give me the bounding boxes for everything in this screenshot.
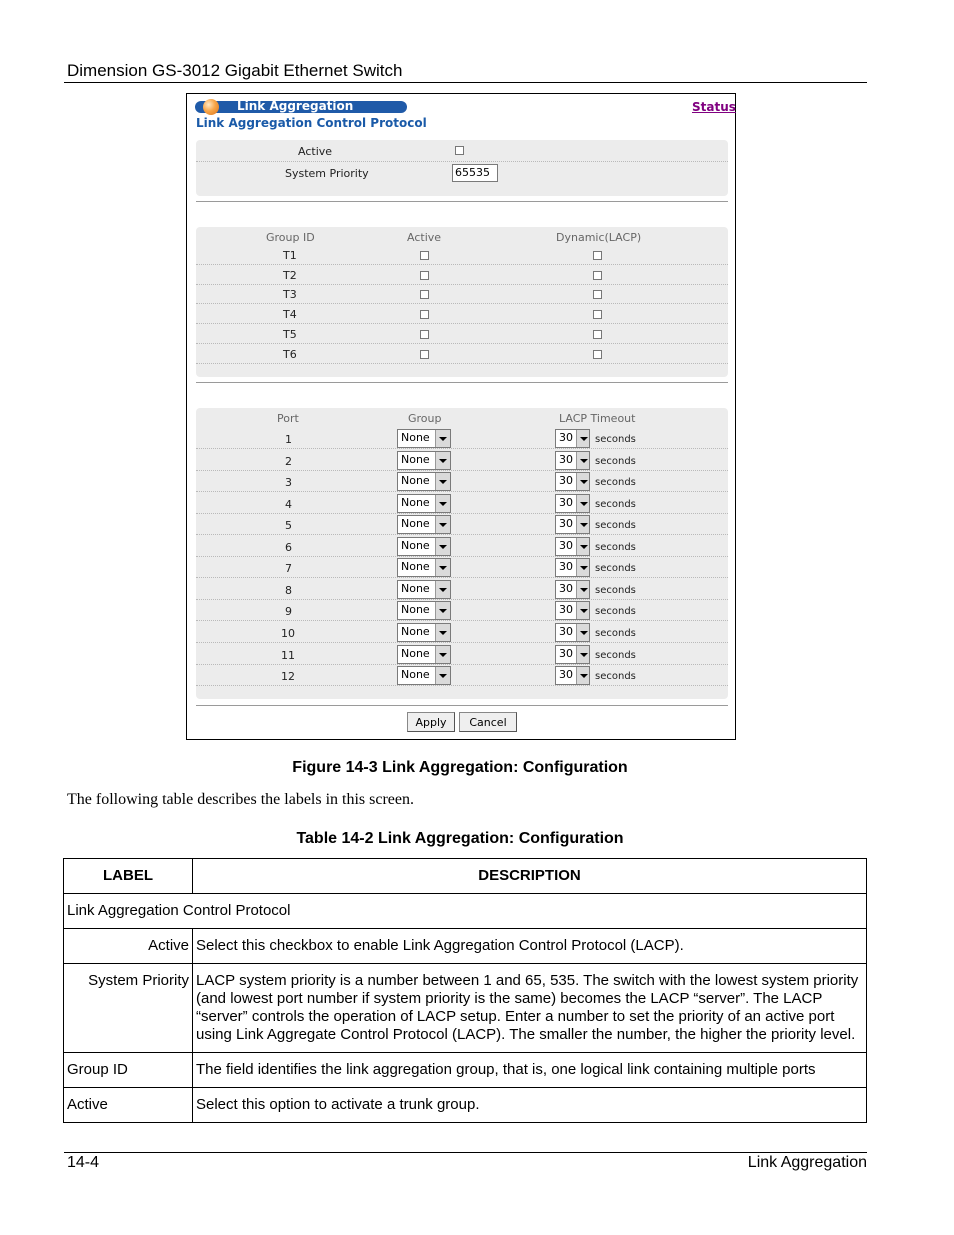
timeout-select-value: 30 — [559, 538, 573, 552]
group-id-cell: T4 — [283, 308, 297, 322]
group-header: Group — [408, 412, 442, 425]
port-number: 12 — [281, 670, 295, 684]
timeout-select-value: 30 — [559, 517, 573, 531]
port-row — [196, 535, 728, 557]
timeout-select[interactable] — [555, 537, 590, 556]
group-id-header: Group ID — [266, 231, 315, 244]
timeout-select[interactable] — [555, 623, 590, 642]
seconds-label: seconds — [595, 649, 636, 661]
dropdown-arrow-icon — [435, 473, 450, 490]
port-number: 5 — [285, 519, 292, 533]
system-priority-input[interactable]: 65535 — [452, 164, 498, 182]
separator — [196, 201, 728, 202]
group-select[interactable] — [397, 451, 451, 470]
seconds-label: seconds — [595, 584, 636, 596]
group-active-checkbox[interactable] — [420, 350, 429, 359]
description-table — [63, 858, 867, 1123]
port-number: 8 — [285, 583, 292, 597]
group-row — [196, 304, 728, 324]
port-number: 7 — [285, 562, 292, 576]
seconds-label: seconds — [595, 671, 636, 683]
row-description: Select this checkbox to enable Link Aggregation Control Protocol (LACP). — [193, 929, 867, 964]
dropdown-arrow-icon — [435, 516, 450, 533]
status-link[interactable]: Status — [692, 100, 736, 114]
timeout-select-value: 30 — [559, 495, 573, 509]
timeout-select[interactable] — [555, 580, 590, 599]
group-select-value: None — [401, 646, 430, 660]
seconds-label: seconds — [595, 520, 636, 532]
group-row — [196, 245, 728, 265]
table-caption: Table 14-2 Link Aggregation: Configuration — [296, 830, 624, 847]
dropdown-arrow-icon — [576, 516, 589, 533]
dropdown-arrow-icon — [576, 430, 589, 447]
group-select[interactable] — [397, 623, 451, 642]
config-screenshot — [186, 93, 736, 740]
group-active-header: Active — [407, 231, 442, 244]
dropdown-arrow-icon — [435, 430, 450, 447]
group-select-value: None — [401, 431, 430, 444]
port-row — [196, 643, 728, 665]
port-row — [196, 578, 728, 600]
group-row — [196, 324, 728, 344]
row-description: LACP system priority is a number between 1 and 65, 535. The switch with the lowest system priority (and lowest port number if system priority is the same) becomes the LACP “server”. The LACP “server” controls the operation of LACP setup. Enter a number to set the priority of an active port using Link Aggregate Control Protocol (LACP). The smaller the number, the higher the priority level. — [193, 964, 867, 1053]
section-row: Link Aggregation Control Protocol — [64, 894, 867, 929]
group-active-checkbox[interactable] — [420, 251, 429, 260]
seconds-label: seconds — [595, 498, 636, 510]
page-header: Dimension GS-3012 Gigabit Ethernet Switch — [67, 61, 403, 80]
port-row — [196, 427, 728, 449]
timeout-select[interactable] — [555, 451, 590, 470]
port-number: 3 — [285, 476, 292, 490]
port-row — [196, 513, 728, 535]
group-select[interactable] — [397, 429, 451, 448]
port-number: 2 — [285, 454, 292, 468]
timeout-select[interactable] — [555, 645, 590, 664]
cancel-button[interactable]: Cancel — [459, 712, 517, 732]
separator — [196, 705, 728, 706]
group-select-value: None — [401, 624, 430, 638]
timeout-select[interactable] — [555, 472, 590, 491]
port-number: 4 — [285, 497, 292, 511]
row-label: System Priority — [64, 964, 193, 1053]
row-label: Active — [64, 1088, 193, 1123]
group-select[interactable] — [397, 472, 451, 491]
dynamic-lacp-checkbox[interactable] — [593, 330, 602, 339]
dropdown-arrow-icon — [435, 667, 450, 684]
row-description: The field identifies the link aggregation group, that is, one logical link containing multiple ports — [193, 1053, 867, 1088]
timeout-select-value: 30 — [559, 646, 573, 660]
intro-text: The following table describes the labels in this screen. — [67, 791, 415, 808]
group-row — [196, 284, 728, 304]
group-select-value: None — [401, 581, 430, 595]
label-header: LABEL — [64, 859, 193, 894]
timeout-select-value: 30 — [559, 581, 573, 595]
chapter-name: Link Aggregation — [747, 1154, 867, 1171]
lacp-timeout-header: LACP Timeout — [559, 412, 636, 425]
dynamic-lacp-checkbox[interactable] — [593, 271, 602, 280]
figure-caption: Figure 14-3 Link Aggregation: Configuration — [292, 759, 628, 776]
timeout-select[interactable] — [555, 666, 590, 685]
timeout-select-value: 30 — [559, 668, 573, 682]
dropdown-arrow-icon — [576, 473, 589, 490]
dropdown-arrow-icon — [435, 602, 450, 619]
group-id-cell: T2 — [283, 268, 297, 282]
row-label: Group ID — [64, 1053, 193, 1088]
timeout-select-value: 30 — [559, 560, 573, 574]
tab-title: Link Aggregation — [237, 99, 354, 113]
group-select[interactable] — [397, 580, 451, 599]
dropdown-arrow-icon — [435, 581, 450, 598]
description-header: DESCRIPTION — [193, 859, 867, 894]
dynamic-lacp-checkbox[interactable] — [593, 251, 602, 260]
group-row — [196, 344, 728, 364]
timeout-select[interactable] — [555, 429, 590, 448]
group-select-value: None — [401, 668, 430, 682]
seconds-label: seconds — [595, 477, 636, 489]
port-row — [196, 492, 728, 514]
group-row — [196, 265, 728, 285]
row-description: Select this option to activate a trunk group. — [193, 1088, 867, 1123]
header-rule — [64, 82, 867, 83]
dropdown-arrow-icon — [576, 581, 589, 598]
dropdown-arrow-icon — [435, 559, 450, 576]
group-id-cell: T1 — [283, 249, 297, 262]
dropdown-arrow-icon — [435, 538, 450, 555]
port-number: 10 — [281, 626, 295, 640]
row-label: Active — [64, 929, 193, 964]
separator — [196, 382, 728, 383]
dropdown-arrow-icon — [576, 559, 589, 576]
group-active-checkbox[interactable] — [420, 290, 429, 299]
port-number: 11 — [281, 648, 295, 662]
timeout-select[interactable] — [555, 558, 590, 577]
dropdown-arrow-icon — [576, 624, 589, 641]
group-select[interactable] — [397, 494, 451, 513]
group-active-checkbox[interactable] — [420, 310, 429, 319]
group-select[interactable] — [397, 666, 451, 685]
group-select[interactable] — [397, 515, 451, 534]
group-select-value: None — [401, 603, 430, 617]
group-id-cell: T5 — [283, 327, 297, 341]
group-active-checkbox[interactable] — [420, 330, 429, 339]
group-id-cell: T3 — [283, 288, 297, 302]
port-header: Port — [277, 412, 299, 425]
dropdown-arrow-icon — [435, 646, 450, 663]
seconds-label: seconds — [595, 606, 636, 618]
group-select[interactable] — [397, 558, 451, 577]
port-row — [196, 449, 728, 471]
dropdown-arrow-icon — [576, 495, 589, 512]
group-select[interactable] — [397, 645, 451, 664]
dropdown-arrow-icon — [576, 602, 589, 619]
seconds-label: seconds — [595, 627, 636, 639]
group-id-cell: T6 — [283, 347, 297, 361]
dropdown-arrow-icon — [435, 495, 450, 512]
system-priority-label: System Priority — [285, 167, 369, 180]
group-select-value: None — [401, 474, 430, 488]
timeout-select-value: 30 — [559, 624, 573, 638]
timeout-select-value: 30 — [559, 474, 573, 488]
port-number: 9 — [285, 605, 292, 619]
page-number: 14-4 — [67, 1154, 100, 1171]
dynamic-lacp-checkbox[interactable] — [593, 350, 602, 359]
orb-icon — [203, 99, 219, 115]
dropdown-arrow-icon — [576, 452, 589, 469]
dropdown-arrow-icon — [435, 452, 450, 469]
port-row — [196, 664, 728, 686]
group-select-value: None — [401, 560, 430, 574]
dropdown-arrow-icon — [576, 646, 589, 663]
timeout-select[interactable] — [555, 515, 590, 534]
port-number: 1 — [285, 433, 292, 446]
group-select-value: None — [401, 517, 430, 531]
timeout-select[interactable] — [555, 494, 590, 513]
footer-rule — [64, 1152, 867, 1153]
port-row — [196, 556, 728, 578]
seconds-label: seconds — [595, 563, 636, 575]
timeout-select[interactable] — [555, 601, 590, 620]
group-select[interactable] — [397, 601, 451, 620]
group-select-value: None — [401, 495, 430, 509]
port-number: 6 — [285, 540, 292, 554]
dropdown-arrow-icon — [435, 624, 450, 641]
seconds-label: seconds — [595, 434, 636, 445]
lacp-active-checkbox[interactable] — [455, 146, 464, 155]
seconds-label: seconds — [595, 455, 636, 467]
port-row — [196, 599, 728, 621]
group-select-value: None — [401, 452, 430, 466]
group-select[interactable] — [397, 537, 451, 556]
dropdown-arrow-icon — [576, 667, 589, 684]
timeout-select-value: 30 — [559, 603, 573, 617]
port-row — [196, 470, 728, 492]
active-label: Active — [298, 145, 333, 158]
dynamic-lacp-header: Dynamic(LACP) — [556, 231, 642, 244]
timeout-select-value: 30 — [559, 431, 573, 444]
group-select-value: None — [401, 538, 430, 552]
dynamic-lacp-checkbox[interactable] — [593, 310, 602, 319]
port-row — [196, 621, 728, 643]
screen-subtitle: Link Aggregation Control Protocol — [196, 116, 427, 130]
timeout-select-value: 30 — [559, 452, 573, 466]
seconds-label: seconds — [595, 541, 636, 553]
dropdown-arrow-icon — [576, 538, 589, 555]
apply-button[interactable]: Apply — [407, 712, 455, 732]
dynamic-lacp-checkbox[interactable] — [593, 290, 602, 299]
group-active-checkbox[interactable] — [420, 271, 429, 280]
